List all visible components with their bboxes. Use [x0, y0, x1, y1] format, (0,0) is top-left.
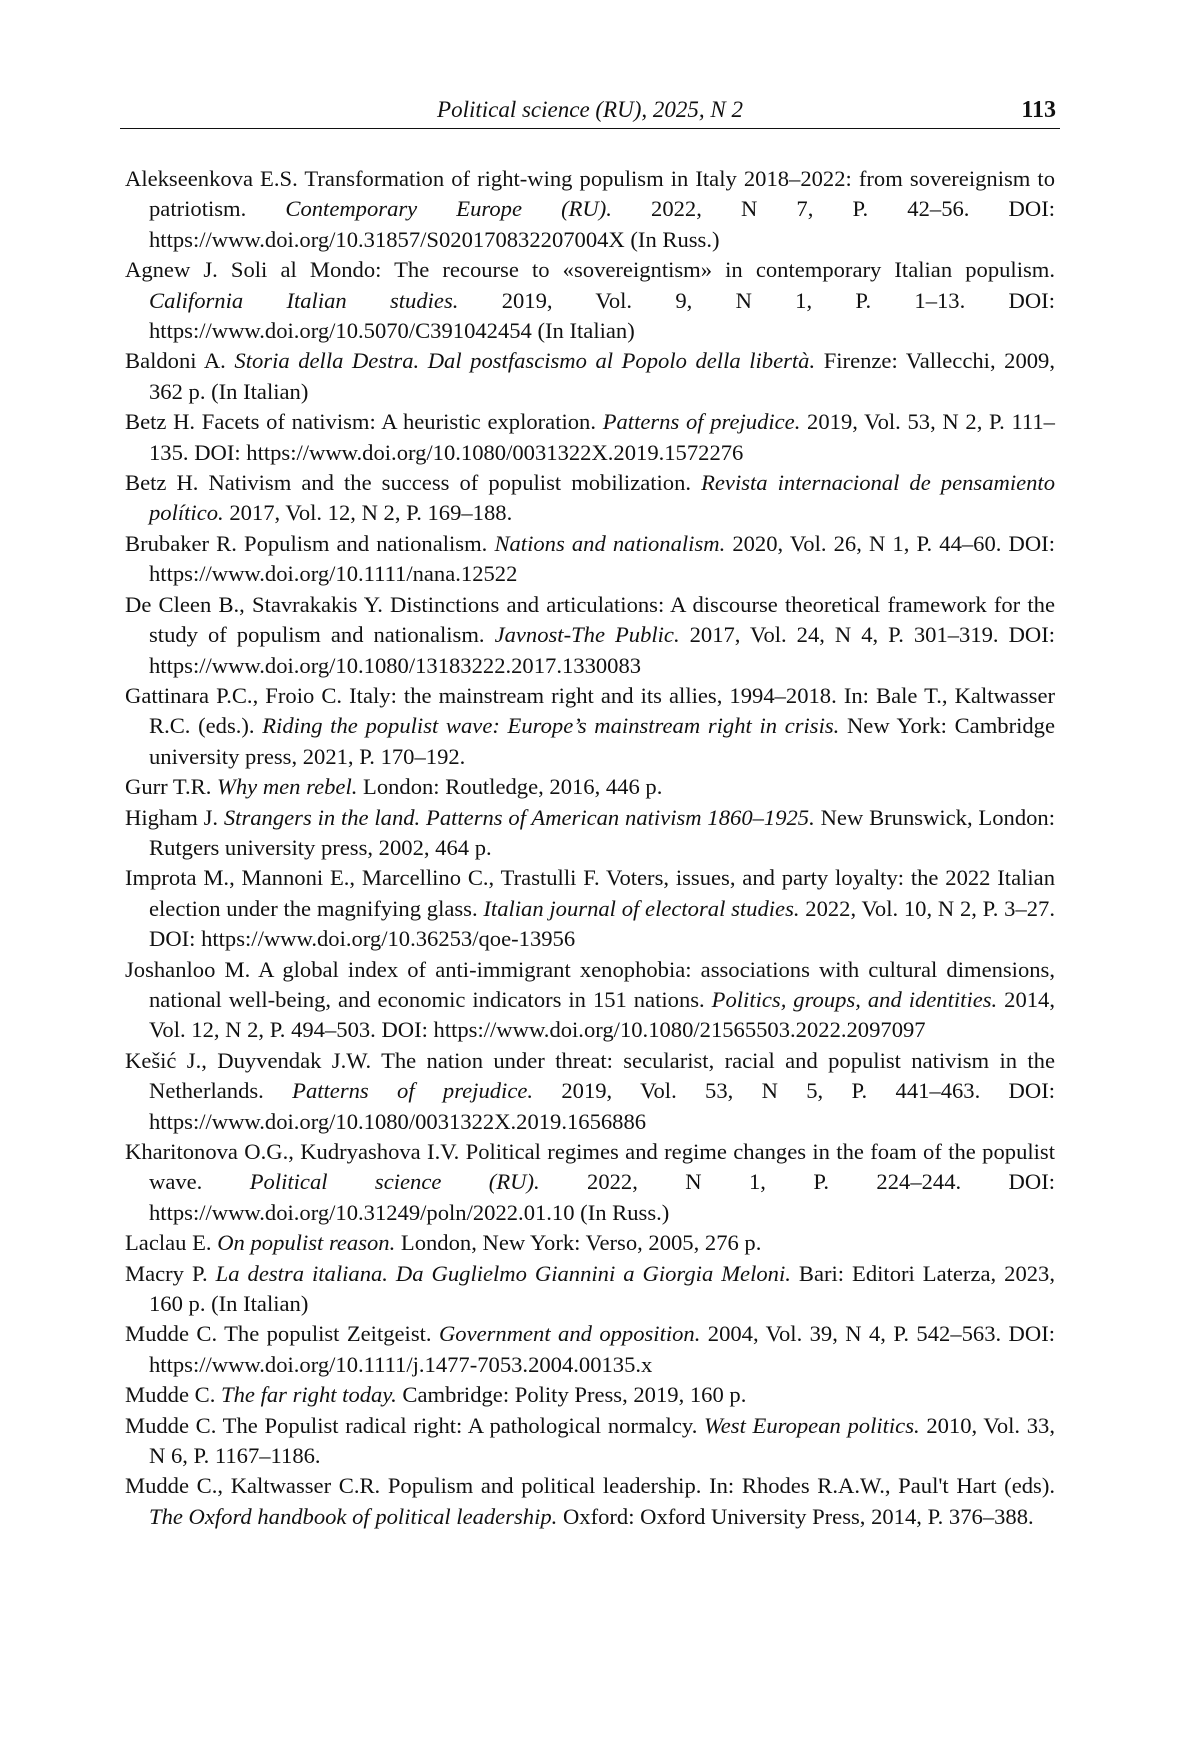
reference-source: Politics, groups, and identities. — [711, 986, 998, 1012]
reference-details: 2017, Vol. 12, N 2, P. 169–188. — [223, 500, 513, 526]
reference-text: Betz H. Nativism and the success of populist mobilization. — [125, 470, 702, 496]
reference-item — [125, 863, 1055, 954]
reference-details: 2019, Vol. 9, N 1, P. 1–13. DOI: https://www.doi.org/10.5070/C391042454 (In Italian) — [149, 287, 1055, 344]
reference-source: Riding the populist wave: Europe’s mainstream right in crisis. — [262, 713, 840, 739]
reference-source: The Oxford handbook of political leadership. — [149, 1503, 558, 1529]
reference-source: La destra italiana. Da Guglielmo Giannini a Giorgia Meloni. — [215, 1260, 791, 1286]
reference-text: Mudde C. The populist Zeitgeist. — [125, 1321, 439, 1347]
reference-item — [125, 1259, 1055, 1320]
reference-item — [125, 346, 1055, 407]
reference-item — [125, 529, 1055, 590]
reference-item — [125, 590, 1055, 681]
reference-item — [125, 1137, 1055, 1228]
reference-source: California Italian studies. — [149, 287, 459, 313]
reference-list — [125, 164, 1055, 1532]
journal-title: Political science (RU), 2025, N 2 — [437, 97, 743, 122]
reference-text: Betz H. Facets of nativism: A heuristic exploration. — [125, 409, 603, 435]
reference-text: Kharitonova O.G., Kudryashova I.V. Political regimes and regime changes in the foam of the populist wave. — [125, 1139, 1055, 1195]
reference-details: Bari: Editori Laterza, 2023, 160 p. (In Italian) — [149, 1260, 1055, 1317]
reference-details: 2014, Vol. 12, N 2, P. 494–503. DOI: https://www.doi.org/10.1080/21565503.2022.2097097 — [149, 986, 1055, 1043]
reference-item — [125, 255, 1055, 346]
reference-source: Revista internacional de pensamiento político. — [149, 470, 1056, 526]
reference-text: Baldoni A. — [125, 348, 235, 374]
reference-details: 2019, Vol. 53, N 2, P. 111–135. DOI: https://www.doi.org/10.1080/0031322X.2019.1572276 — [149, 409, 1055, 465]
reference-source: On populist reason. — [217, 1230, 396, 1256]
reference-item — [125, 164, 1055, 255]
reference-item — [125, 468, 1055, 529]
reference-text: Macry P. — [125, 1260, 216, 1286]
reference-text: Mudde C. — [125, 1382, 222, 1408]
reference-item — [125, 1046, 1055, 1137]
reference-details: 2022, N 1, P. 224–244. DOI: https://www.doi.org/10.31249/poln/2022.01.10 (In Russ.) — [149, 1169, 1055, 1225]
reference-item — [125, 1411, 1055, 1472]
reference-item — [125, 772, 1055, 802]
reference-source: Nations and nationalism. — [494, 530, 726, 556]
reference-item — [125, 1380, 1055, 1410]
reference-text: Joshanloo M. A global index of anti-immigrant xenophobia: associations with cultural dimensions, national well-being, and economic indicators in 151 nations. — [125, 956, 1055, 1012]
reference-text: Agnew J. Soli al Mondo: The recourse to «sovereigntism» in contemporary Italian populism. — [125, 257, 1055, 283]
reference-details: 2019, Vol. 53, N 5, P. 441–463. DOI: https://www.doi.org/10.1080/0031322X.2019.1656886 — [149, 1078, 1055, 1134]
reference-item — [125, 681, 1055, 772]
reference-source: The far right today. — [221, 1382, 397, 1408]
reference-details: 2022, N 7, P. 42–56. DOI: https://www.doi.org/10.31857/S020170832207004X (In Russ.) — [149, 196, 1055, 252]
reference-text: Kešić J., Duyvendak J.W. The nation under threat: secularist, racial and populist nativism in the Netherlands. — [125, 1047, 1055, 1104]
reference-source: Strangers in the land. Patterns of American nativism 1860–1925. — [223, 804, 815, 830]
reference-item — [125, 1471, 1055, 1532]
reference-text: Mudde C., Kaltwasser C.R. Populism and political leadership. In: Rhodes R.A.W., Paul't Hart (eds). — [125, 1473, 1055, 1499]
reference-details: Oxford: Oxford University Press, 2014, P. 376–388. — [557, 1503, 1034, 1529]
reference-item — [125, 1228, 1055, 1258]
reference-source: Political science (RU). — [249, 1169, 540, 1195]
page-number: 113 — [1021, 97, 1056, 123]
reference-source: Why men rebel. — [217, 774, 358, 800]
reference-item — [125, 1319, 1055, 1380]
reference-source: Italian journal of electoral studies. — [483, 895, 800, 921]
reference-text: Gattinara P.C., Froio C. Italy: the mainstream right and its allies, 1994–2018. In: Bale T., Kaltwasser R.C. (eds.). — [125, 682, 1055, 739]
reference-source: Storia della Destra. Dal postfascismo al Popolo della libertà. — [234, 348, 816, 374]
reference-details: 2017, Vol. 24, N 4, P. 301–319. DOI: https://www.doi.org/10.1080/13183222.2017.1330083 — [149, 622, 1055, 678]
reference-source: Javnost-The Public. — [494, 622, 680, 648]
reference-text: Improta M., Mannoni E., Marcellino C., Trastulli F. Voters, issues, and party loyalty: the 2022 Italian election under the magnifying glass. — [125, 865, 1055, 921]
reference-source: West European politics. — [704, 1412, 920, 1438]
reference-source: Government and opposition. — [438, 1321, 701, 1347]
reference-text: Mudde C. The Populist radical right: A pathological normalcy. — [125, 1412, 705, 1438]
reference-details: 2004, Vol. 39, N 4, P. 542–563. DOI: https://www.doi.org/10.1111/j.1477-7053.2004.00135.x — [149, 1321, 1055, 1377]
reference-details: New Brunswick, London: Rutgers university press, 2002, 464 p. — [149, 804, 1055, 860]
reference-details: Cambridge: Polity Press, 2019, 160 p. — [396, 1382, 747, 1408]
reference-details: 2020, Vol. 26, N 1, P. 44–60. DOI: https://www.doi.org/10.1111/nana.12522 — [149, 530, 1055, 587]
reference-details: London: Routledge, 2016, 446 p. — [357, 774, 663, 800]
reference-source: Contemporary Europe (RU). — [285, 196, 612, 222]
reference-text: Higham J. — [125, 804, 224, 830]
running-head — [120, 94, 1060, 129]
reference-details: Firenze: Vallecchi, 2009, 362 p. (In Italian) — [149, 348, 1055, 404]
reference-text: Laclau E. — [125, 1230, 218, 1256]
reference-item — [125, 407, 1055, 468]
reference-details: London, New York: Verso, 2005, 276 p. — [395, 1230, 762, 1256]
reference-details: New York: Cambridge university press, 2021, P. 170–192. — [149, 713, 1055, 769]
reference-text: Gurr T.R. — [125, 774, 218, 800]
reference-text: Brubaker R. Populism and nationalism. — [125, 530, 495, 556]
reference-item — [125, 955, 1055, 1046]
reference-source: Patterns of prejudice. — [292, 1078, 534, 1104]
reference-text: De Cleen B., Stavrakakis Y. Distinctions and articulations: A discourse theoretical framework for the study of populism and nationalism. — [125, 591, 1055, 648]
reference-details: 2010, Vol. 33, N 6, P. 1167–1186. — [149, 1412, 1055, 1469]
reference-item — [125, 803, 1055, 864]
reference-source: Patterns of prejudice. — [602, 409, 801, 435]
reference-text: Alekseenkova E.S. Transformation of right-wing populism in Italy 2018–2022: from sovereignism to patriotism. — [125, 166, 1055, 222]
reference-details: 2022, Vol. 10, N 2, P. 3–27. DOI: https://www.doi.org/10.36253/qoe-13956 — [149, 895, 1055, 952]
